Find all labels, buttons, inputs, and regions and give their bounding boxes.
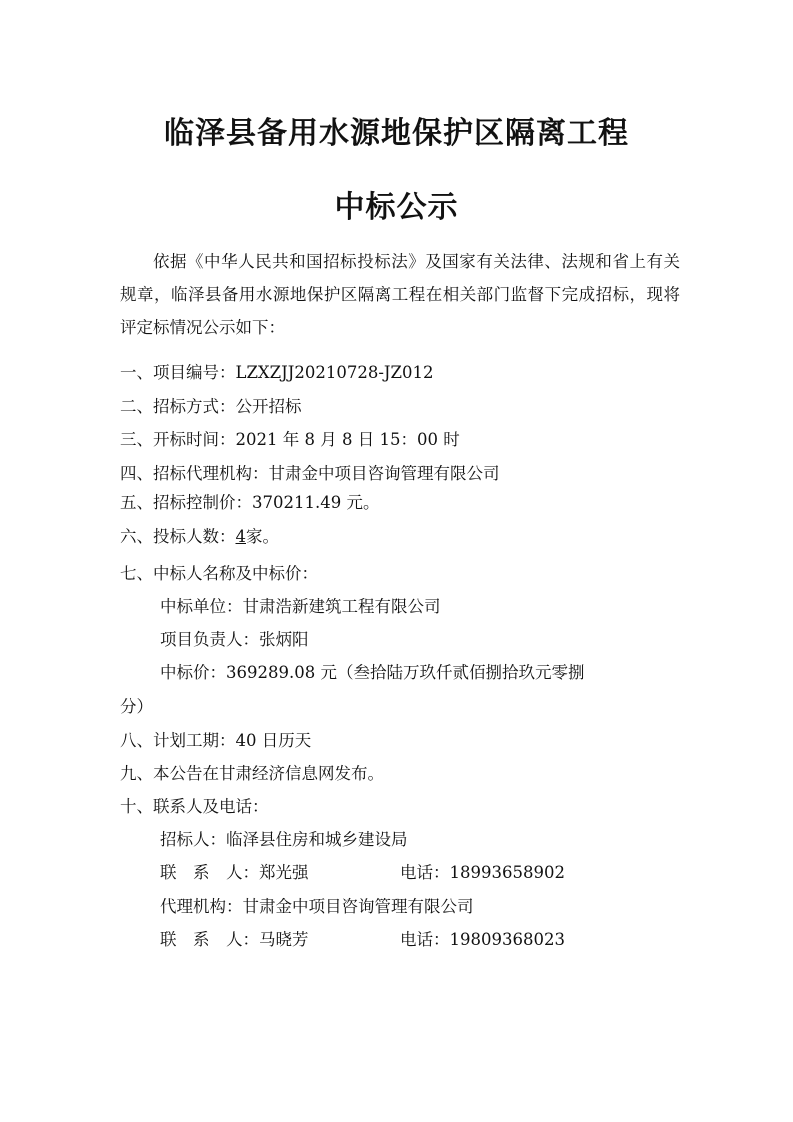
contact-agency-row (160, 929, 680, 951)
item-winner-header: 七、中标人名称及中标价： (120, 564, 318, 583)
winner-unit: 中标单位：甘肃浩新建筑工程有限公司 (160, 597, 441, 616)
bidders-count: 4 (235, 527, 246, 546)
item-open-time: 三、开标时间：2021 年 8 月 8 日 15：00 时 (120, 430, 460, 449)
item-method: 二、招标方式：公开招标 (120, 397, 302, 416)
item-agency: 四、招标代理机构：甘肃金中项目咨询管理有限公司 (120, 464, 500, 483)
item-period: 八、计划工期：40 日历天 (120, 731, 312, 750)
item-bidders (120, 526, 279, 548)
document-title: 临泽县备用水源地保护区隔离工程 (164, 116, 629, 151)
item-publish: 九、本公告在甘肃经济信息网发布。 (120, 764, 384, 783)
contact-tenderer-phone: 电话：18993658902 (400, 863, 565, 882)
document-subtitle: 中标公示 (334, 190, 459, 225)
bidders-suffix: 家。 (246, 527, 279, 546)
bidders-prefix: 六、投标人数： (120, 527, 236, 546)
contact-agency-phone: 电话：19809368023 (400, 930, 565, 949)
winner-price-line1: 中标价：369289.08 元（叁拾陆万玖仟贰佰捌拾玖元零捌 (160, 663, 585, 682)
contact-tenderer: 招标人：临泽县住房和城乡建设局 (160, 830, 408, 849)
contact-tenderer-row (160, 862, 680, 884)
contact-tenderer-person: 联 系 人：郑光强 (160, 863, 309, 882)
item-control-price: 五、招标控制价：370211.49 元。 (120, 493, 380, 512)
intro-paragraph: 依据《中华人民共和国招标投标法》及国家有关法律、法规和省上有关规章，临泽县备用水源地保护区隔离工程在相关部门监督下完成招标，现将评定标情况公示如下： (120, 252, 680, 337)
winner-manager: 项目负责人：张炳阳 (160, 630, 309, 649)
contact-agency: 代理机构：甘肃金中项目咨询管理有限公司 (160, 897, 474, 916)
item-contacts-header: 十、联系人及电话： (120, 797, 269, 816)
winner-price-line2: 分） (120, 697, 153, 716)
item-project-no: 一、项目编号：LZXZJJ20210728-JZ012 (120, 363, 434, 382)
contact-agency-person: 联 系 人：马晓芳 (160, 930, 309, 949)
